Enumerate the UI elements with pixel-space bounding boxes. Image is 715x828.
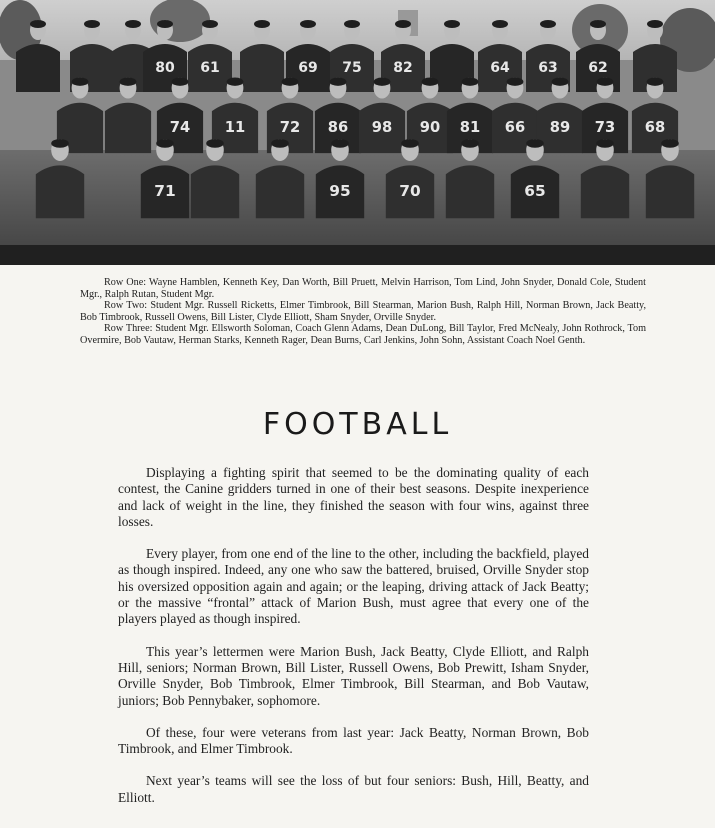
team-photo [0, 0, 715, 265]
jersey-number: 64 [490, 60, 510, 76]
jersey-number: 70 [399, 182, 421, 201]
jersey-number: 81 [459, 119, 481, 137]
jersey-number: 66 [504, 119, 526, 137]
jersey-number: 69 [298, 60, 318, 76]
row-three-label: Row Three: [104, 323, 153, 335]
jersey-number: 74 [169, 119, 191, 137]
jersey-number: 98 [371, 119, 393, 137]
caption-row-two [80, 300, 646, 323]
jersey-number: 72 [279, 119, 301, 137]
jersey-number: 89 [549, 119, 571, 137]
row-three-names: Student Mgr. Ellsworth Soloman, Coach Glenn Adams, Dean DuLong, Bill Taylor, Fred McNealy, John Rothrock, Tom Overmire, Bob Vautaw, Herman Starks, Kenneth Rager, Dean Burns, Carl Jenkins, John Sohn, Assistant Coach Noel Genth. [80, 323, 647, 346]
jersey-number: 95 [329, 182, 351, 201]
row-one-label: Row One: [104, 277, 147, 288]
jersey-number: 82 [393, 60, 413, 76]
row-two-label: Row Two: [104, 300, 148, 312]
jersey-number: 90 [419, 119, 441, 137]
jersey-number: 63 [538, 60, 558, 76]
jersey-number: 75 [342, 60, 362, 76]
caption-row-one [80, 277, 646, 300]
row-one-names: Wayne Hamblen, Kenneth Key, Dan Worth, Bill Pruett, Melvin Harrison, Tom Lind, John Snyder, Donald Cole, Student Mgr., Ralph Rutan, Student Mgr. [80, 277, 646, 300]
paragraph-2: Every player, from one end of the line to the other, including the backfield, played as though inspired. Indeed, any one who saw the battered, bruised, Orville Snyder stop his oversized opposition again and again; or the leaping, driving attack of Jack Beatty; or the massive “frontal” attack of Marion Bush, must agree that every one of the players played as though inspired. [118, 546, 589, 627]
jersey-number: 61 [200, 60, 220, 76]
page-title: FOOTBALL [262, 407, 453, 442]
jersey-number: 62 [588, 60, 608, 76]
jersey-number: 86 [327, 119, 349, 137]
paragraph-4: Of these, four were veterans from last year: Jack Beatty, Norman Brown, Bob Timbrook, and Elmer Timbrook. [118, 724, 589, 757]
article-body [118, 465, 589, 822]
paragraph-5: Next year’s teams will see the loss of but four seniors: Bush, Hill, Beatty, and Elliott. [118, 773, 589, 805]
paragraph-1: Displaying a fighting spirit that seemed to be the dominating quality of each contest, the Canine gridders turned in one of their best seasons. Despite inexperience and lack of weight in the line, they finished the season with four wins, against three losses. [118, 465, 589, 529]
jersey-number: 80 [155, 60, 175, 76]
photo-caption [80, 277, 646, 347]
team-photo-illustration [0, 0, 715, 265]
caption-row-three [80, 323, 646, 346]
jersey-number: 68 [644, 119, 666, 137]
jersey-number: 11 [224, 119, 246, 137]
jersey-number: 73 [594, 119, 616, 137]
paragraph-3: This year’s lettermen were Marion Bush, Jack Beatty, Clyde Elliott, and Ralph Hill, seniors; Norman Brown, Bill Lister, Russell Owens, Bob Prewitt, Isham Snyder, Orville Snyder, Bob Timbrook, Elmer Timbrook, Bill Stearman, and Bob Vautaw, juniors; Bob Pennybaker, sophomore. [118, 643, 589, 708]
row-two-names: Student Mgr. Russell Ricketts, Elmer Timbrook, Bill Stearman, Marion Bush, Ralph Hill, Norman Brown, Jack Beatty, Bob Timbrook, Russell Owens, Bill Lister, Clyde Elliott, Sham Snyder, Orville Snyder. [80, 300, 647, 323]
jersey-number: 71 [154, 182, 176, 201]
jersey-number: 65 [524, 182, 546, 201]
